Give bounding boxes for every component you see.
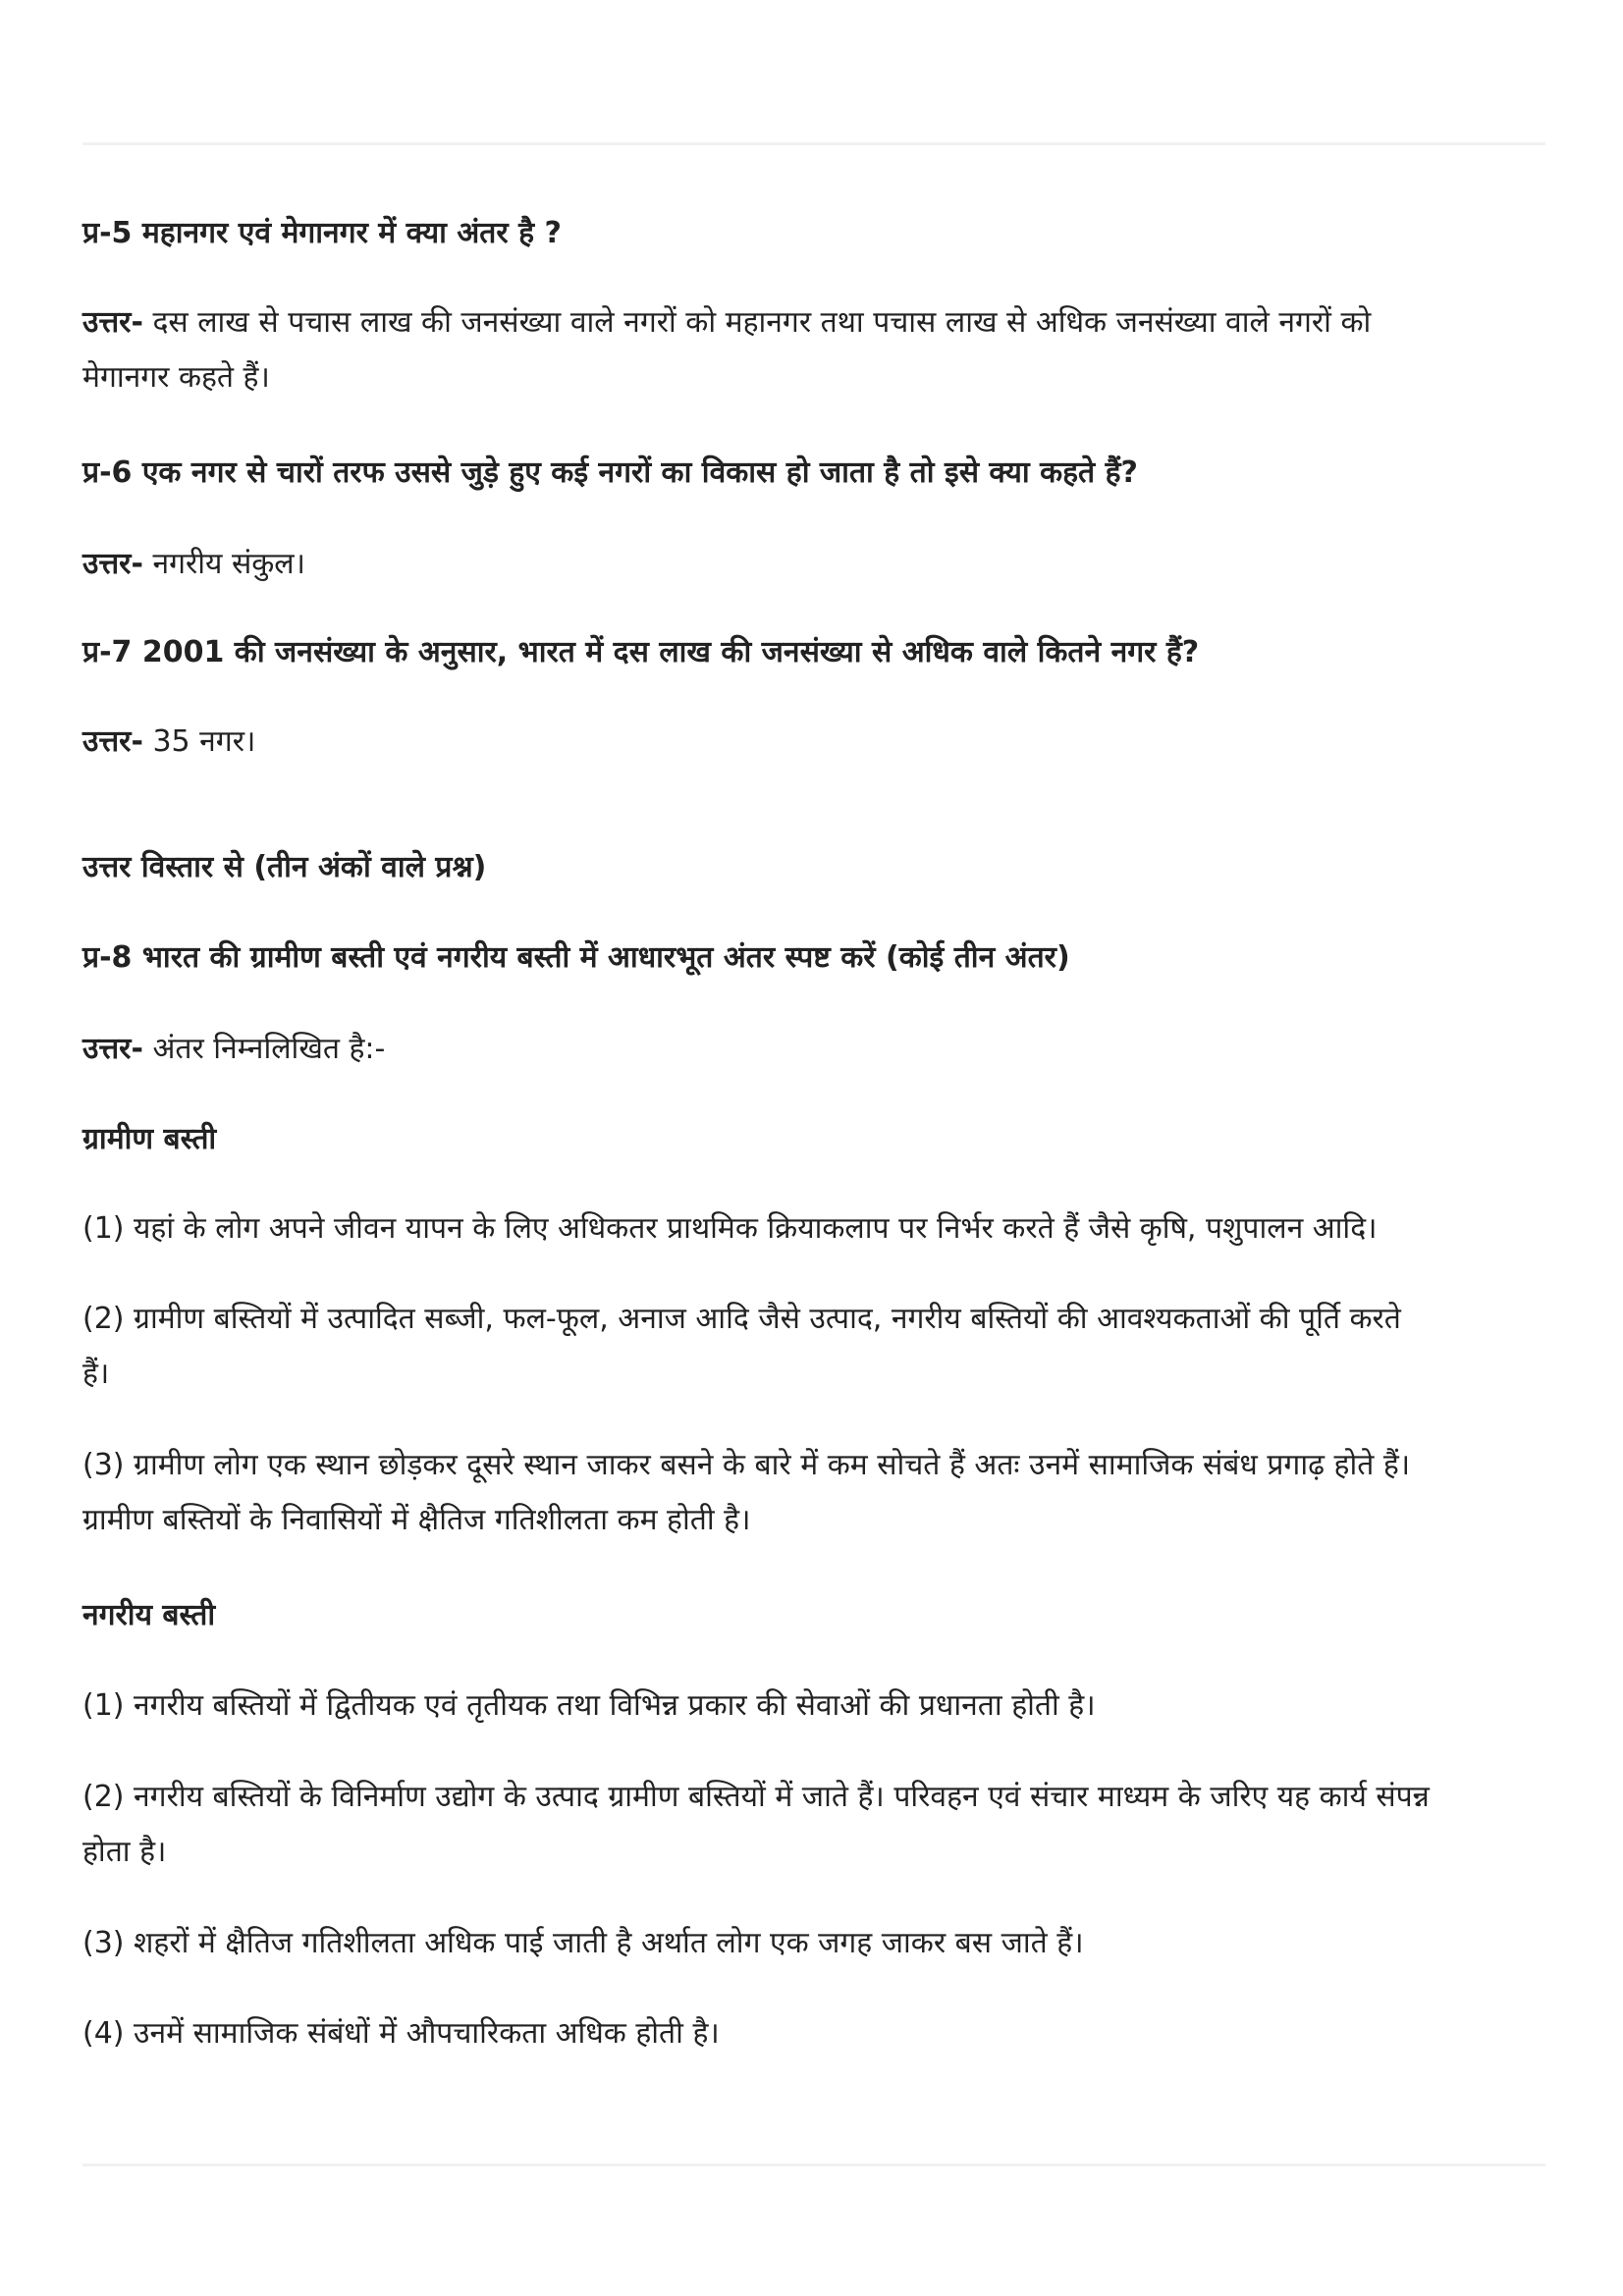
- rural-point-2-continued: हैं।: [82, 1357, 110, 1391]
- answer-label: उत्तर-: [82, 724, 143, 759]
- answer-6: [82, 537, 1545, 592]
- question-6: प्र-6 एक नगर से चारों तरफ उससे जुड़े हुए कई नगरों का विकास हो जाता है तो इसे क्या कहते हैं?: [82, 455, 1138, 490]
- answer-label: उत्तर-: [82, 547, 143, 581]
- bottom-divider: [82, 2163, 1545, 2166]
- urban-point-1: (1) नगरीय बस्तियों में द्वितीयक एवं तृतीयक तथा विभिन्न प्रकार की सेवाओं की प्रधानता होती है।: [82, 1688, 1096, 1723]
- question-8: प्र-8 भारत की ग्रामीण बस्ती एवं नगरीय बस्ती में आधारभूत अंतर स्पष्ट करें (कोई तीन अंतर): [82, 940, 1070, 975]
- question-7: प्र-7 2001 की जनसंख्या के अनुसार, भारत में दस लाख की जनसंख्या से अधिक वाले कितने नगर हैं?: [82, 635, 1200, 669]
- answer-text: दस लाख से पचास लाख की जनसंख्या वाले नगरों को महानगर तथा पचास लाख से अधिक जनसंख्या वाले नगरों को: [142, 305, 1372, 340]
- answer-5: [82, 295, 1545, 350]
- answer-7: [82, 715, 1545, 770]
- answer-label: उत्तर-: [82, 305, 143, 340]
- rural-point-3: (3) ग्रामीण लोग एक स्थान छोड़कर दूसरे स्थान जाकर बसने के बारे में कम सोचते हैं अतः उनमें सामाजिक संबंध प्रगाढ़ होते हैं।: [82, 1448, 1411, 1482]
- section-heading-long-answer: उत्तर विस्तार से (तीन अंकों वाले प्रश्न): [82, 850, 487, 884]
- subheading-urban-settlement: नगरीय बस्ती: [82, 1598, 216, 1632]
- top-divider: [82, 142, 1545, 145]
- answer-label: उत्तर-: [82, 1032, 143, 1066]
- answer-5-continued: मेगानगर कहते हैं।: [82, 360, 270, 395]
- rural-point-3-continued: ग्रामीण बस्तियों के निवासियों में क्षैतिज गतिशीलता कम होती है।: [82, 1503, 751, 1537]
- subheading-rural-settlement: ग्रामीण बस्ती: [82, 1122, 217, 1156]
- question-5: प्र-5 महानगर एवं मेगानगर में क्या अंतर है ?: [82, 216, 562, 250]
- answer-text: नगरीय संकुल।: [142, 547, 305, 581]
- urban-point-3: (3) शहरों में क्षैतिज गतिशीलता अधिक पाई जाती है अर्थात लोग एक जगह जाकर बस जाते हैं।: [82, 1926, 1084, 1960]
- answer-8: [82, 1022, 1545, 1077]
- urban-point-2-continued: होता है।: [82, 1835, 167, 1869]
- rural-point-1: (1) यहां के लोग अपने जीवन यापन के लिए अधिकतर प्राथमिक क्रियाकलाप पर निर्भर करते हैं जैसे कृषि, पशुपालन आदि।: [82, 1211, 1378, 1246]
- urban-point-2: (2) नगरीय बस्तियों के विनिर्माण उद्योग के उत्पाद ग्रामीण बस्तियों में जाते हैं। परिवहन एवं संचार माध्यम के जरिए यह कार्य संपन्न: [82, 1780, 1430, 1814]
- rural-point-2: (2) ग्रामीण बस्तियों में उत्पादित सब्जी, फल-फूल, अनाज आदि जैसे उत्पाद, नगरीय बस्तियों की आवश्यकताओं की पूर्ति करते: [82, 1302, 1401, 1336]
- answer-text: अंतर निम्नलिखित है:-: [142, 1032, 386, 1066]
- urban-point-4: (4) उनमें सामाजिक संबंधों में औपचारिकता अधिक होती है।: [82, 2016, 720, 2051]
- answer-text: 35 नगर।: [142, 724, 256, 759]
